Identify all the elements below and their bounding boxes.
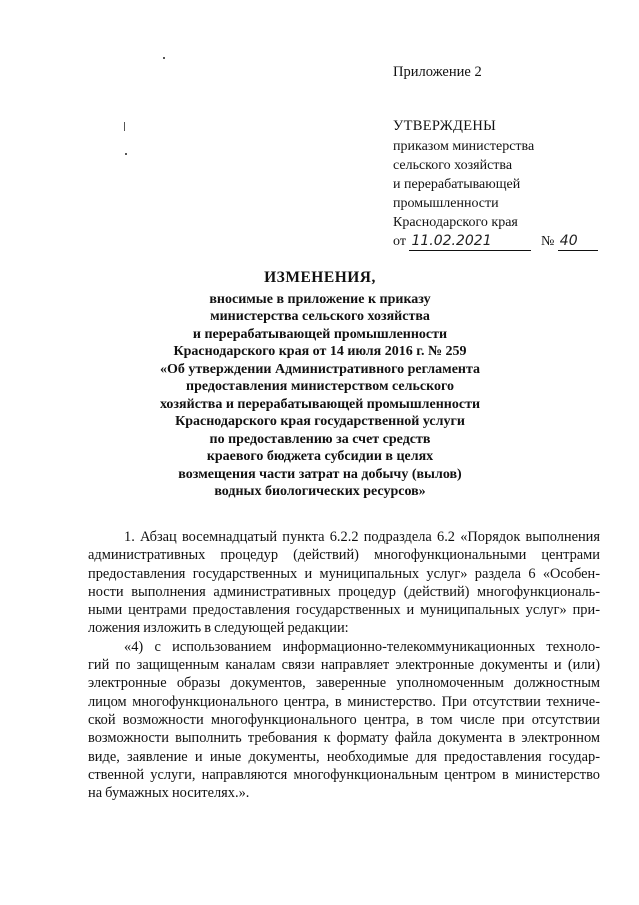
body-line: административных процедур (действий) многофункциональными центрами <box>88 547 600 564</box>
approval-line: и перерабатывающей <box>393 177 521 192</box>
handwritten-number: 40 <box>558 234 598 251</box>
body-line: гий по защищенным каналам связи направляет электронные документы и (или) <box>88 657 600 674</box>
body-line: электронные образы документов, заверенные уполномоченным должностным <box>88 675 600 692</box>
body-line: предоставления государственных и муниципальных услуг» раздела 6 «Особен- <box>88 565 600 582</box>
body-line: лицом многофункционального центра, в министерство. При отсутствии техниче- <box>88 693 600 710</box>
scan-speck <box>124 122 125 131</box>
body-line: возможности выполнить требования к формату файла документа в электронном <box>88 730 600 747</box>
title-line: и перерабатывающей промышленности <box>192 326 448 342</box>
approval-heading: УТВЕРЖДЕНЫ <box>393 118 497 134</box>
title-line: предоставления министерством сельского <box>186 379 454 394</box>
body-line: виде, заявление и иные документы, необходимые для предоставления государ- <box>88 748 600 765</box>
title-line: хозяйства и перерабатывающей промышленности <box>159 396 481 412</box>
scan-speck <box>163 57 165 59</box>
title-line: по предоставлению за счет средств <box>209 431 431 447</box>
approval-date-line <box>393 232 598 251</box>
title-line: Краснодарского края от 14 июля 2016 г. № 259 <box>173 344 467 359</box>
body-line: ственной услуги, направляются многофункциональным центром в министерство <box>88 766 600 783</box>
body-line: 1. Абзац восемнадцатый пункта 6.2.2 подраздела 6.2 «Порядок выполнения <box>124 529 600 545</box>
body-line: ными центрами предоставления государственных и муниципальных услуг» при- <box>88 602 600 619</box>
paragraph-2 <box>88 638 600 803</box>
paragraph-1 <box>88 528 600 638</box>
title-line: краевого бюджета субсидии в целях <box>206 449 434 464</box>
approval-line: промышленности <box>393 196 499 211</box>
title-line: водных биологических ресурсов» <box>214 484 426 499</box>
approval-line: приказом министерства <box>393 139 535 154</box>
title-main: ИЗМЕНЕНИЯ, <box>264 269 376 286</box>
title-line: возмещения части затрат на добычу (вылов) <box>178 466 462 482</box>
document-title <box>120 269 520 501</box>
title-line: Краснодарского края государственной услуги <box>175 414 465 429</box>
body-line: ской возможности многофункционального центра, в том числе при отсутствии <box>88 711 600 728</box>
appendix-label: Приложение 2 <box>393 64 482 80</box>
handwritten-date: 11.02.2021 <box>409 234 531 251</box>
body-line: ности выполнения административных процедур (действий) многофункциональ- <box>88 583 600 600</box>
title-line: вносимые в приложение к приказу <box>209 291 431 307</box>
document-body <box>88 528 600 802</box>
title-line: министерства сельского хозяйства <box>210 309 430 324</box>
body-line: на бумажных носителях.». <box>88 785 250 802</box>
approval-line: сельского хозяйства <box>393 158 513 173</box>
date-prefix: от <box>393 234 406 249</box>
scan-speck <box>125 153 127 155</box>
body-line: «4) с использованием информационно-телекоммуникационных техноло- <box>124 638 600 655</box>
approval-stamp <box>393 117 598 251</box>
approval-line: Краснодарского края <box>393 215 518 230</box>
body-line: ложения изложить в следующей редакции: <box>88 620 349 637</box>
title-line: «Об утверждении Административного регламента <box>159 361 481 377</box>
number-prefix: № <box>540 234 555 249</box>
